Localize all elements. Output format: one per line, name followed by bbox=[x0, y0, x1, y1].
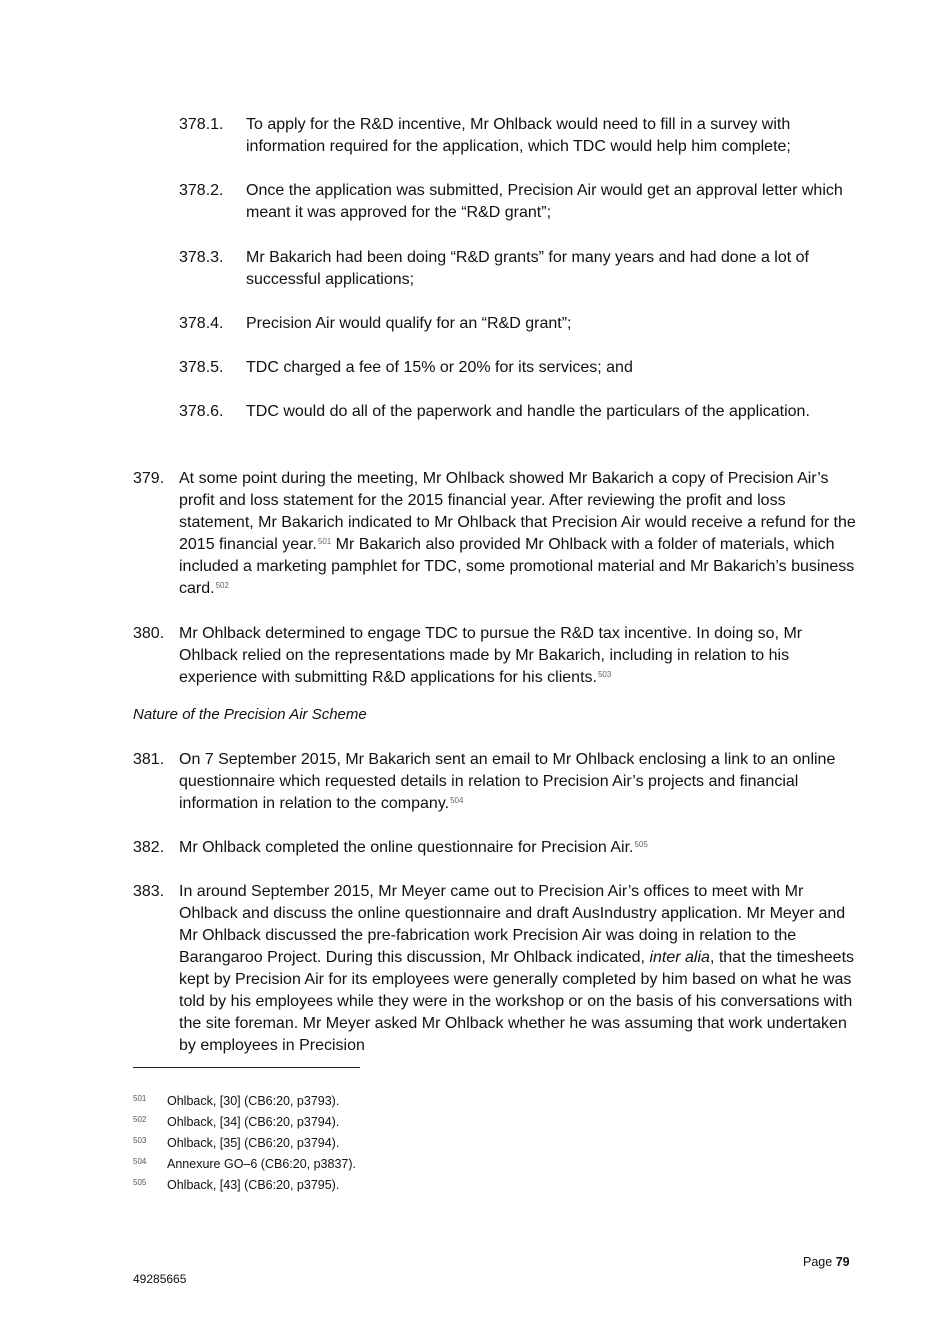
footnote-number: 504 bbox=[133, 1157, 147, 1166]
paragraph-number: 382. bbox=[133, 839, 165, 856]
footnote-number: 505 bbox=[133, 1178, 147, 1187]
footnote-number: 502 bbox=[133, 1115, 147, 1124]
footnote bbox=[133, 1174, 633, 1195]
footnote-number: 503 bbox=[133, 1136, 147, 1145]
document-id: 49285665 bbox=[133, 1272, 187, 1286]
subparagraph-text: To apply for the R&D incentive, Mr Ohlback would need to fill in a survey with information required for the application, which TDC would help him complete; bbox=[246, 116, 791, 155]
paragraph-381 bbox=[133, 749, 859, 815]
footnote bbox=[133, 1132, 633, 1153]
paragraph-text: In around September 2015, Mr Meyer came out to Precision Air’s offices to meet with Mr Ohlback and discuss the online questionnaire and draft AusIndustry application. Mr Meyer and Mr Ohlback discussed the pre-fabrication work Precision Air was doing in relation to the Barangaroo Project. During this discussion, Mr Ohlback indicated, inter alia, that the timesheets kept by Precision Air for its employees were generally completed by him based on what he was told by his employees while they were in the workshop or on the basis of his conversations with the site foreman. Mr Meyer asked Mr Ohlback whether he was assuming that work undertaken by employees in Precision bbox=[179, 883, 855, 1054]
paragraph-383 bbox=[133, 881, 859, 1057]
footnote-text: Annexure GO–6 (CB6:20, p3837). bbox=[167, 1157, 357, 1171]
subparagraph-378-1 bbox=[179, 114, 859, 158]
paragraph-number: 379. bbox=[133, 470, 165, 487]
paragraph-379 bbox=[133, 468, 859, 600]
subparagraph-378-6 bbox=[179, 401, 859, 423]
subparagraph-text: TDC would do all of the paperwork and handle the particulars of the application. bbox=[246, 403, 810, 420]
paragraph-text: At some point during the meeting, Mr Ohlback showed Mr Bakarich a copy of Precision Air’s profit and loss statement for the 2015 financial year. After reviewing the profit and loss statement, Mr Bakarich indicated to Mr Ohlback that Precision Air would receive a refund for the 2015 financial year.$^{501}$ Mr Bakarich also provided Mr Ohlback with a folder of materials, which included a marketing pamphlet for TDC, some promotional material and Mr Bakarich’s business card.$^{502}$ bbox=[179, 470, 856, 597]
subparagraph-text: TDC charged a fee of 15% or 20% for its services; and bbox=[246, 359, 633, 376]
footnote-text: Ohlback, [34] (CB6:20, p3794). bbox=[167, 1115, 340, 1129]
paragraph-text: Mr Ohlback determined to engage TDC to pursue the R&D tax incentive. In doing so, Mr Ohlback relied on the representations made by Mr Bakarich, including in relation to his experience with submitting R&D applications for his clients.$^{503}$ bbox=[179, 625, 803, 686]
footnote bbox=[133, 1090, 633, 1111]
subparagraph-text: Precision Air would qualify for an “R&D grant”; bbox=[246, 315, 572, 332]
footnote bbox=[133, 1153, 633, 1174]
footnote bbox=[133, 1111, 633, 1132]
footnote-reference[interactable]: 502 bbox=[215, 581, 229, 590]
subparagraph-number: 378.3. bbox=[179, 249, 224, 266]
footnote-number: 501 bbox=[133, 1094, 147, 1103]
paragraph-382 bbox=[133, 837, 859, 859]
subparagraph-number: 378.4. bbox=[179, 315, 224, 332]
paragraph-number: 381. bbox=[133, 751, 165, 768]
subparagraph-text: Once the application was submitted, Precision Air would get an approval letter which meant it was approved for the “R&D grant”; bbox=[246, 182, 843, 221]
footnote-text: Ohlback, [43] (CB6:20, p3795). bbox=[167, 1178, 340, 1192]
page-number bbox=[803, 1255, 850, 1269]
section-heading: Nature of the Precision Air Scheme bbox=[133, 706, 367, 723]
subparagraph-number: 378.1. bbox=[179, 116, 224, 133]
paragraph-text: On 7 September 2015, Mr Bakarich sent an email to Mr Ohlback enclosing a link to an online questionnaire which requested details in relation to Precision Air’s projects and financial information in relation to the company.$^{504}$ bbox=[179, 751, 836, 812]
paragraph-text: Mr Ohlback completed the online questionnaire for Precision Air.$^{505}$ bbox=[179, 839, 648, 856]
footnote-reference[interactable]: 503 bbox=[597, 670, 612, 679]
subparagraph-number: 378.2. bbox=[179, 182, 224, 199]
footnote-separator bbox=[133, 1067, 360, 1068]
paragraph-380 bbox=[133, 623, 859, 689]
subparagraph-378-2 bbox=[179, 180, 859, 224]
subparagraph-number: 378.6. bbox=[179, 403, 224, 420]
page-label: Page bbox=[803, 1255, 833, 1269]
footnote-text: Ohlback, [35] (CB6:20, p3794). bbox=[167, 1136, 340, 1150]
paragraph-number: 383. bbox=[133, 883, 165, 900]
footnote-text: Ohlback, [30] (CB6:20, p3793). bbox=[167, 1094, 340, 1108]
subparagraph-number: 378.5. bbox=[179, 359, 224, 376]
subparagraph-text: Mr Bakarich had been doing “R&D grants” for many years and had done a lot of successful applications; bbox=[246, 249, 809, 288]
footnote-reference[interactable]: 504 bbox=[450, 796, 464, 805]
italic-phrase: inter alia bbox=[649, 949, 710, 966]
paragraph-number: 380. bbox=[133, 625, 165, 642]
footnote-reference[interactable]: 501 bbox=[317, 537, 332, 546]
subparagraph-378-5 bbox=[179, 357, 859, 379]
subparagraph-378-4 bbox=[179, 313, 859, 335]
subparagraph-378-3 bbox=[179, 247, 859, 291]
page-number-value: 79 bbox=[835, 1255, 850, 1269]
footnotes bbox=[133, 1090, 633, 1195]
footnote-reference[interactable]: 505 bbox=[634, 840, 648, 849]
